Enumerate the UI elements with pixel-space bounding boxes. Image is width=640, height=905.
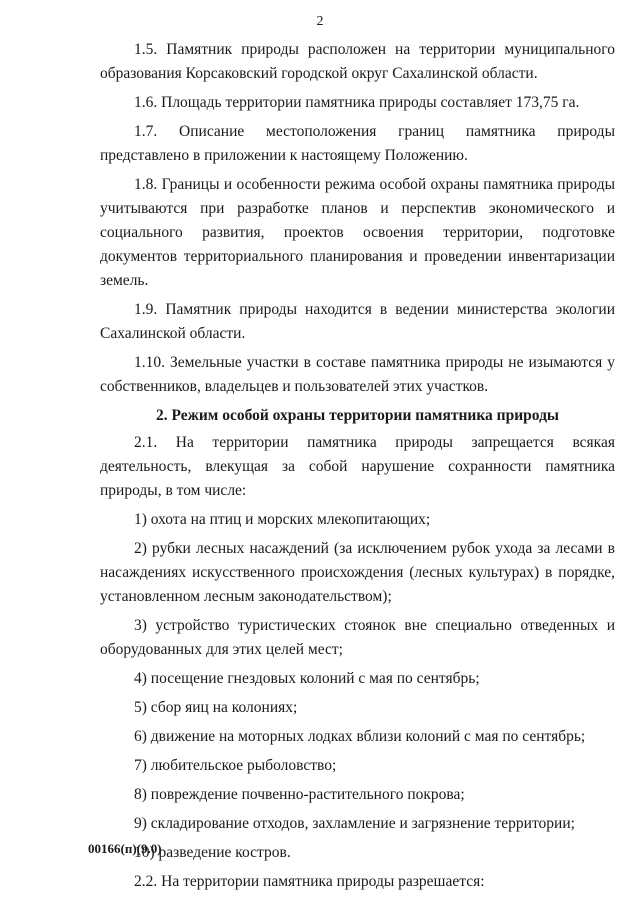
paragraph-1-7: 1.7. Описание местоположения границ памятника природы представлено в приложении к настоящему Положению.: [100, 123, 615, 164]
footer-code: 00166(п)(9.0): [88, 841, 162, 856]
list-item-1: 1) охота на птиц и морских млекопитающих;: [134, 511, 431, 528]
list-item-7: 7) любительское рыболовство;: [134, 757, 337, 774]
list-item-10: 10) разведение костров.: [134, 844, 291, 861]
list-item-2: 2) рубки лесных насаждений (за исключением рубок ухода за лесами в насаждениях искусственного происхождения (лесных культурах) в порядке, установленном лесным законодательством);: [100, 540, 615, 605]
paragraph-1-10: 1.10. Земельные участки в составе памятника природы не изымаются у собственников, владельцев и пользователей этих участков.: [100, 354, 615, 395]
list-item-9: 9) складирование отходов, захламление и загрязнение территории;: [134, 815, 575, 832]
paragraph-1-8: 1.8. Границы и особенности режима особой охраны памятника природы учитываются при разработке планов и перспектив экономического и социального развития, проектов освоения территории, подготовке документов территориального планирования и проведении инвентаризации земель.: [100, 176, 615, 289]
document-body: [100, 38, 615, 899]
paragraph-1-9: 1.9. Памятник природы находится в ведении министерства экологии Сахалинской области.: [100, 301, 615, 342]
list-item-5: 5) сбор яиц на колониях;: [134, 699, 298, 716]
list-item-8: 8) повреждение почвенно-растительного покрова;: [134, 786, 465, 803]
paragraph-2-2: 2.2. На территории памятника природы разрешается:: [134, 873, 485, 890]
list-item-4: 4) посещение гнездовых колоний с мая по сентябрь;: [134, 670, 480, 687]
paragraph-1-6: 1.6. Площадь территории памятника природы составляет 173,75 га.: [134, 94, 580, 111]
page-number: 2: [316, 14, 324, 29]
list-item-6: 6) движение на моторных лодках вблизи колоний с мая по сентябрь;: [134, 728, 586, 745]
list-item-3: 3) устройство туристических стоянок вне специально отведенных и оборудованных для этих целей мест;: [100, 617, 615, 658]
section-heading: 2. Режим особой охраны территории памятника природы: [155, 407, 560, 424]
paragraph-2-1: 2.1. На территории памятника природы запрещается всякая деятельность, влекущая за собой нарушение сохранности памятника природы, в том числе:: [100, 434, 615, 499]
paragraph-1-5: 1.5. Памятник природы расположен на территории муниципального образования Корсаковский городской округ Сахалинской области.: [100, 41, 615, 82]
